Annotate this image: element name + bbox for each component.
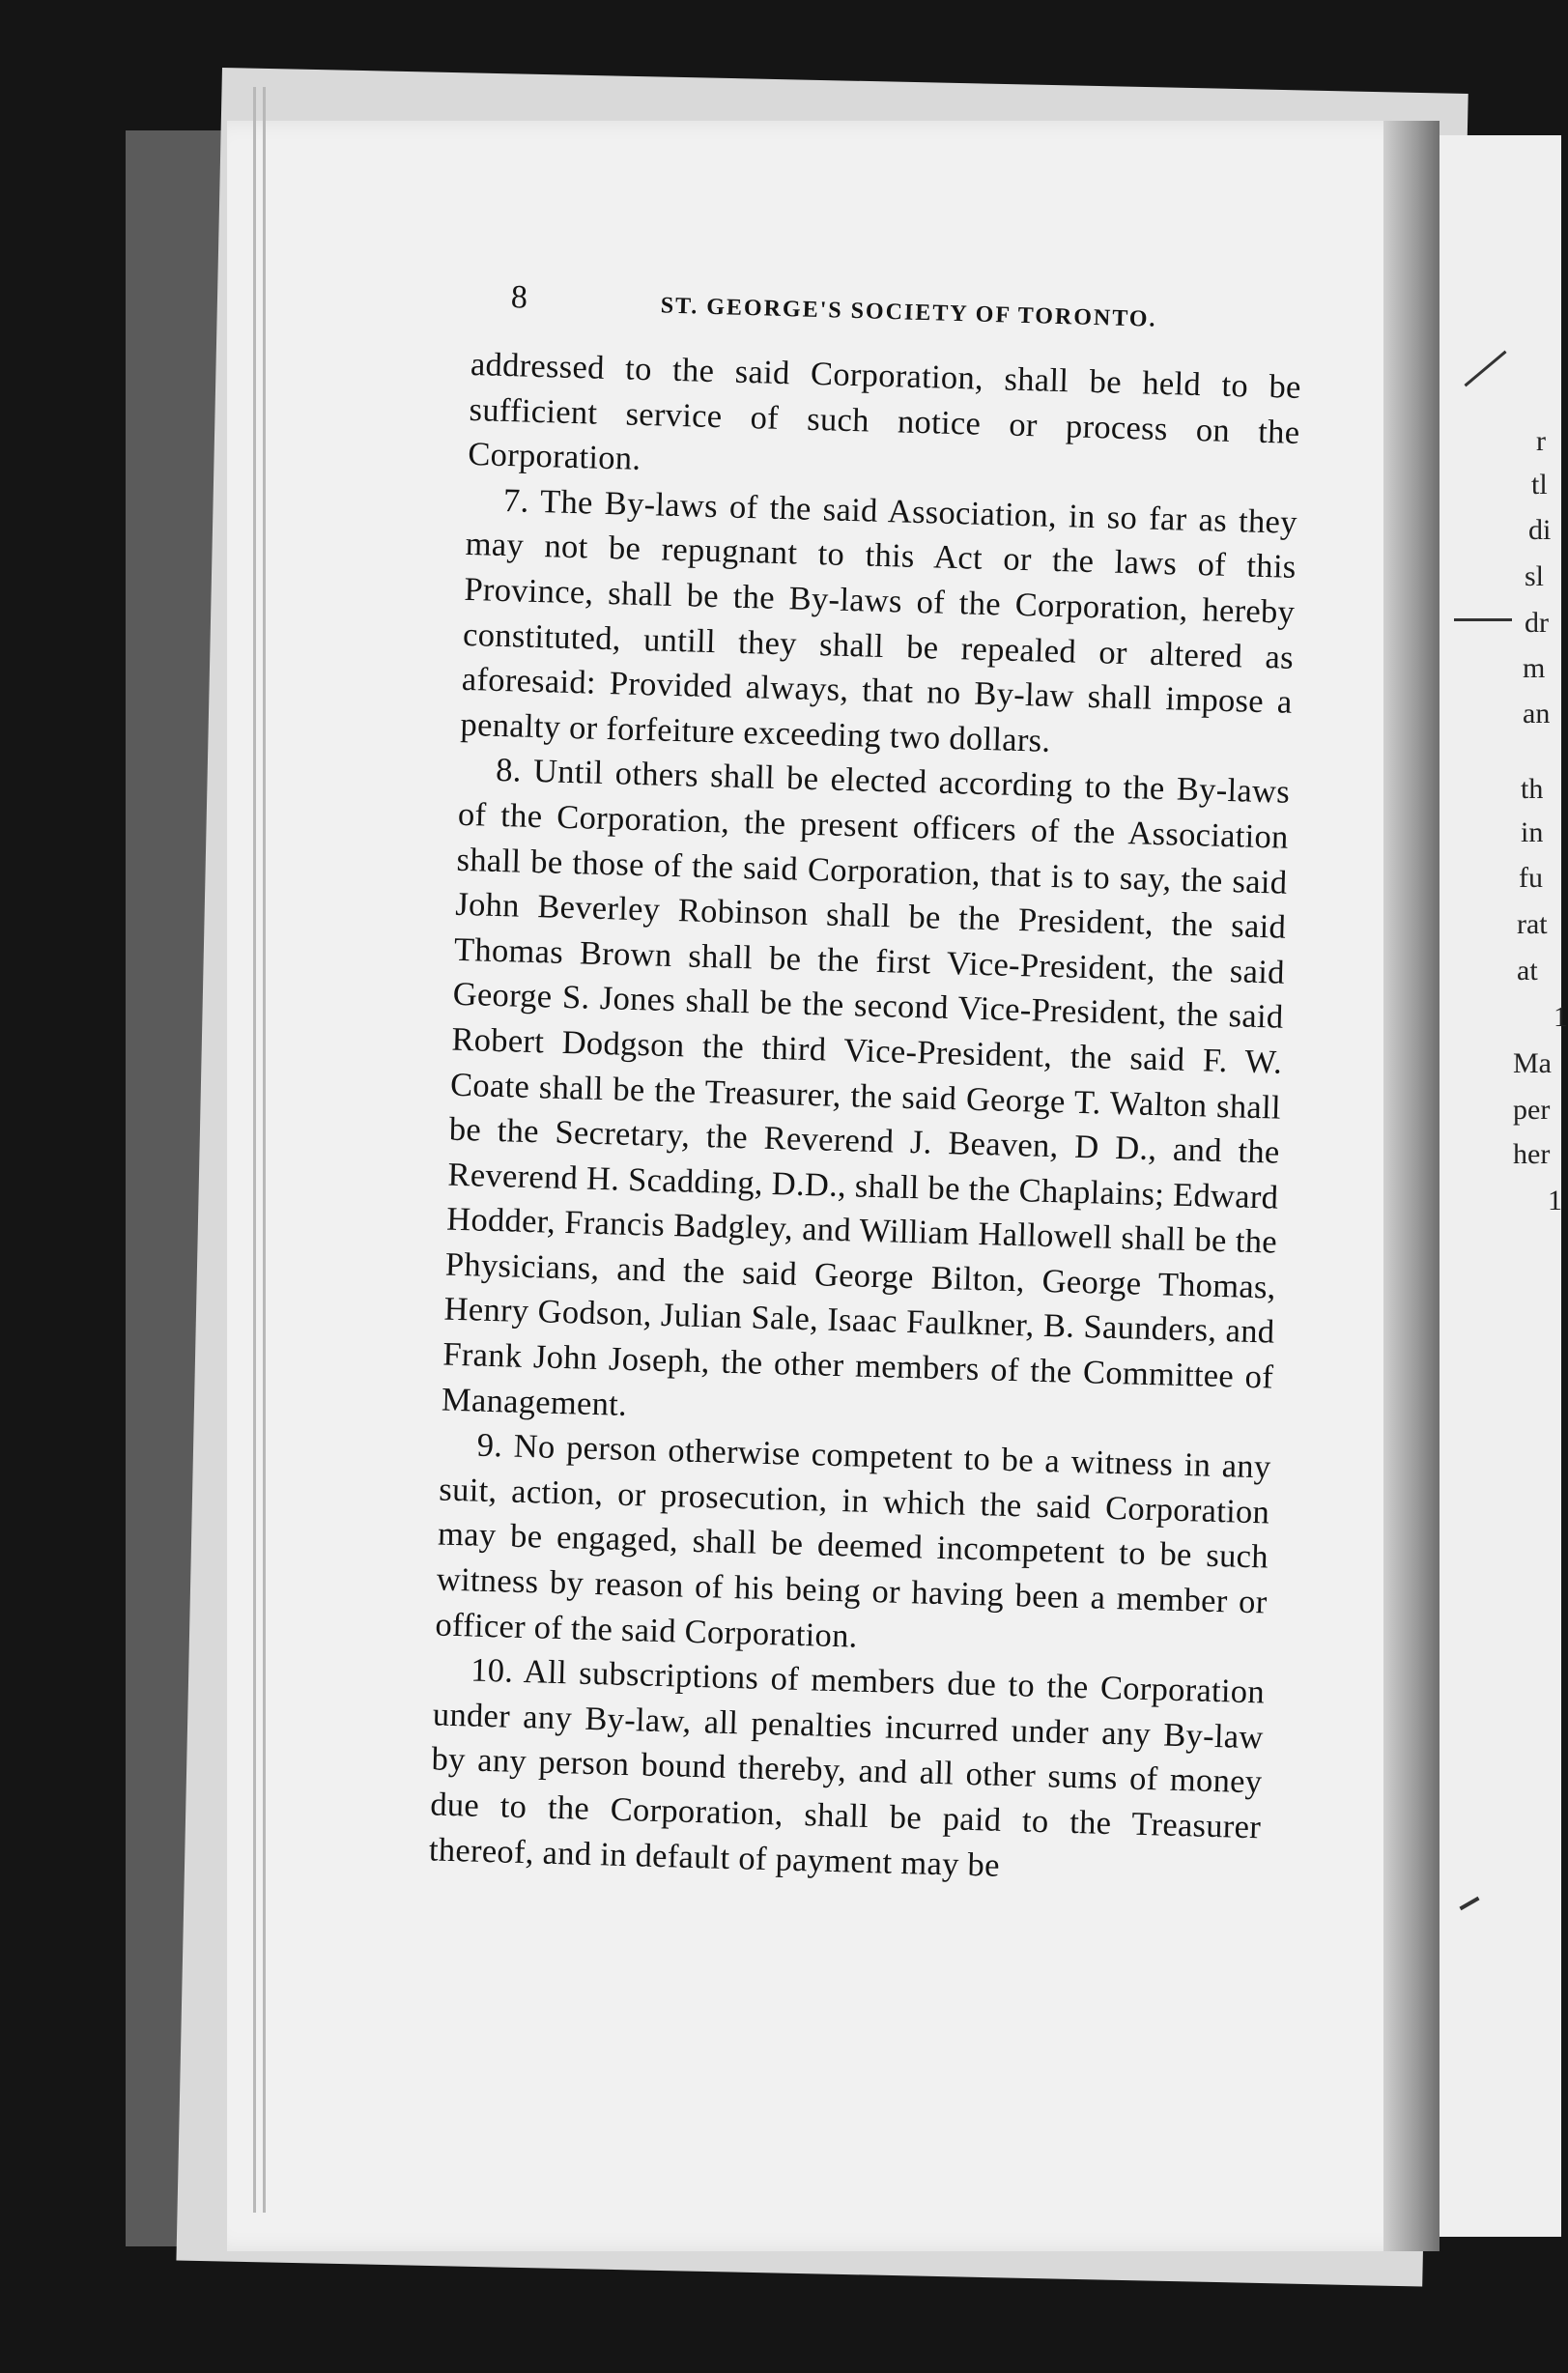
- page-number: 8: [510, 279, 528, 316]
- facing-page-fragment: m: [1523, 652, 1546, 684]
- section-10-paragraph: 10. All subscriptions of members due to the Corporation under any By-law, all penalties incurred under any By-law by any person bound thereby, and all other sums of money due to the Corporation, shall be paid to the Treasurer thereof, and in default of payment may be: [428, 1651, 1266, 1884]
- running-head: ST. GEORGE'S SOCIETY OF TORONTO.: [660, 293, 1157, 332]
- facing-page-fragment: at: [1517, 955, 1538, 986]
- section-9-paragraph: 9. No person otherwise competent to be a witness in any suit, action, or prosecution, in which the said Corporation may be engaged, shall be deemed incompetent to be such witness by reason of his being or having been a member or officer of the said Corporation.: [435, 1426, 1271, 1655]
- page-edge-line: [263, 87, 266, 2213]
- facing-page-fragment: r: [1536, 425, 1546, 457]
- facing-page-fragment: Ma: [1513, 1047, 1552, 1079]
- facing-page-fragment: an: [1523, 698, 1551, 729]
- paragraph-continuation: addressed to the said Corporation, shall be held to be sufficient service of such notice or process on the Corporation.: [467, 345, 1302, 478]
- facing-page-fragment: sl: [1525, 560, 1545, 592]
- facing-page-fragment: dr: [1525, 607, 1549, 639]
- section-8-paragraph: 8. Until others shall be elected according to the By-laws of the Corporation, the present officers of the Association shall be those of the said Corporation, that is to say, the said John Beverley Robinson shall be the President, the said Thomas Brown shall be the first Vice-President, the said George S. Jones shall be the second Vice-President, the said Robert Dodgson the third Vice-President, the said F. W. Coate shall be the Treasurer, the said George T. Walton shall be the Secretary, the Reverend J. Beaven, D D., and the Reverend H. Scadding, D.D., shall be the Chaplains; Edward Hodder, Francis Badgley, and William Hallowell shall be the Physicians, and the said George Bilton, George Thomas, Henry Godson, Julian Sale, Isaac Faulkner, B. Saunders, and Frank John Joseph, the other members of the Committee of Management.: [441, 752, 1291, 1423]
- facing-page-fragment: 1: [1548, 1185, 1562, 1216]
- book-gutter: [1383, 121, 1440, 2251]
- facing-page-fragment: 1: [1554, 1001, 1568, 1033]
- facing-page-fragment: per: [1513, 1094, 1551, 1126]
- facing-page-fragment: her: [1513, 1138, 1551, 1170]
- page-edge-line: [253, 87, 256, 2213]
- facing-page-fragment: rat: [1517, 908, 1548, 940]
- section-7-paragraph: 7. The By-laws of the said Association, in so far as they may not be repugnant to this Act or the laws of this Province, shall be the By-laws of the Corporation, hereby constituted, untill they shall be repealed or altered as aforesaid: Provided always, that no By-law shall impose a penalty or forfeiture exceeding two dollars.: [460, 481, 1298, 759]
- facing-page-fragment: in: [1521, 816, 1544, 848]
- facing-page-fragment: th: [1521, 773, 1544, 805]
- page-content: [428, 261, 1303, 1896]
- facing-page: [1440, 135, 1568, 2237]
- facing-page-fragment: di: [1528, 514, 1552, 546]
- ink-mark: [1454, 618, 1512, 621]
- facing-page-fragment: fu: [1519, 862, 1543, 894]
- facing-page-fragment: tl: [1531, 469, 1548, 500]
